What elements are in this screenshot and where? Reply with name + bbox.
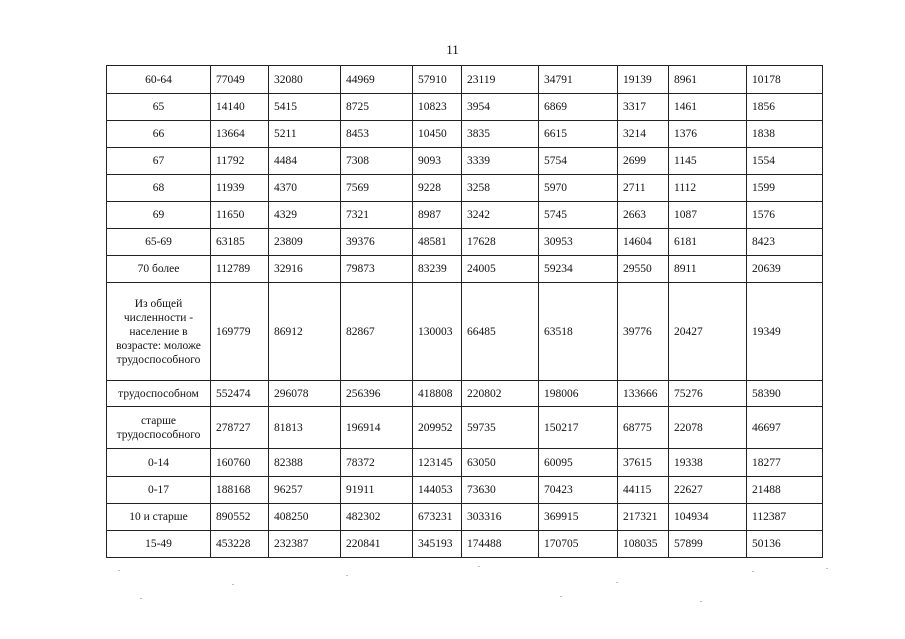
row-label: 0-17 <box>107 477 211 504</box>
table-cell: 68775 <box>618 407 669 449</box>
table-cell: 6181 <box>669 229 747 256</box>
table-cell: 23809 <box>269 229 341 256</box>
table-cell: 10823 <box>413 94 462 121</box>
table-cell: 14140 <box>211 94 269 121</box>
table-cell: 104934 <box>669 504 747 531</box>
table-cell: 32916 <box>269 256 341 283</box>
scan-speck <box>560 596 562 597</box>
table-cell: 7321 <box>341 202 413 229</box>
table-cell: 63185 <box>211 229 269 256</box>
scan-speck <box>478 566 480 567</box>
table-cell: 220841 <box>341 531 413 558</box>
table-row <box>107 148 823 175</box>
table-cell: 6615 <box>539 121 618 148</box>
table-cell: 11939 <box>211 175 269 202</box>
table-cell: 14604 <box>618 229 669 256</box>
table-row <box>107 407 823 449</box>
table-cell: 3954 <box>462 94 539 121</box>
table-cell: 5745 <box>539 202 618 229</box>
scan-speck <box>118 570 120 571</box>
table-cell: 11792 <box>211 148 269 175</box>
table-cell: 17628 <box>462 229 539 256</box>
table-cell: 169779 <box>211 283 269 381</box>
table-cell: 2663 <box>618 202 669 229</box>
table-cell: 91911 <box>341 477 413 504</box>
table-row <box>107 229 823 256</box>
table-cell: 1599 <box>747 175 823 202</box>
table-cell: 96257 <box>269 477 341 504</box>
table-cell: 217321 <box>618 504 669 531</box>
table-cell: 7569 <box>341 175 413 202</box>
table-cell: 4370 <box>269 175 341 202</box>
table-cell: 369915 <box>539 504 618 531</box>
table-cell: 2699 <box>618 148 669 175</box>
row-label: 0-14 <box>107 449 211 477</box>
table-cell: 1112 <box>669 175 747 202</box>
table-cell: 3835 <box>462 121 539 148</box>
table-cell: 82867 <box>341 283 413 381</box>
row-label: 69 <box>107 202 211 229</box>
table-cell: 198006 <box>539 381 618 407</box>
table-cell: 1838 <box>747 121 823 148</box>
table-cell: 1376 <box>669 121 747 148</box>
table-cell: 3214 <box>618 121 669 148</box>
table-cell: 77049 <box>211 66 269 94</box>
table-row <box>107 121 823 148</box>
table-row <box>107 66 823 94</box>
table-cell: 3242 <box>462 202 539 229</box>
table-row <box>107 202 823 229</box>
table-cell: 82388 <box>269 449 341 477</box>
population-table <box>106 65 823 558</box>
table-cell: 22627 <box>669 477 747 504</box>
table-cell: 29550 <box>618 256 669 283</box>
table-row <box>107 381 823 407</box>
row-label: 65 <box>107 94 211 121</box>
table-cell: 1554 <box>747 148 823 175</box>
table-cell: 60095 <box>539 449 618 477</box>
table-cell: 2711 <box>618 175 669 202</box>
table-cell: 256396 <box>341 381 413 407</box>
table-cell: 19349 <box>747 283 823 381</box>
table-cell: 5970 <box>539 175 618 202</box>
scan-speck <box>826 568 828 569</box>
table-cell: 5754 <box>539 148 618 175</box>
table-row <box>107 531 823 558</box>
table-cell: 8725 <box>341 94 413 121</box>
table-cell: 44969 <box>341 66 413 94</box>
table-cell: 418808 <box>413 381 462 407</box>
table-cell: 37615 <box>618 449 669 477</box>
row-label: трудоспособном <box>107 381 211 407</box>
table-cell: 232387 <box>269 531 341 558</box>
table-cell: 19338 <box>669 449 747 477</box>
scan-speck <box>140 598 142 599</box>
table-cell: 32080 <box>269 66 341 94</box>
table-cell: 209952 <box>413 407 462 449</box>
table-cell: 34791 <box>539 66 618 94</box>
table-cell: 303316 <box>462 504 539 531</box>
table-cell: 13664 <box>211 121 269 148</box>
table-cell: 20427 <box>669 283 747 381</box>
table-cell: 6869 <box>539 94 618 121</box>
table-cell: 1087 <box>669 202 747 229</box>
row-label: 70 более <box>107 256 211 283</box>
table-cell: 8423 <box>747 229 823 256</box>
scan-speck <box>616 582 618 583</box>
table-cell: 4484 <box>269 148 341 175</box>
table-cell: 79873 <box>341 256 413 283</box>
table-cell: 59234 <box>539 256 618 283</box>
table-row <box>107 175 823 202</box>
table-cell: 1145 <box>669 148 747 175</box>
table-cell: 78372 <box>341 449 413 477</box>
table-cell: 3258 <box>462 175 539 202</box>
table-cell: 673231 <box>413 504 462 531</box>
table-cell: 24005 <box>462 256 539 283</box>
table-cell: 10450 <box>413 121 462 148</box>
table-cell: 112387 <box>747 504 823 531</box>
table-cell: 9093 <box>413 148 462 175</box>
row-label: 67 <box>107 148 211 175</box>
table-cell: 39776 <box>618 283 669 381</box>
table-cell: 57910 <box>413 66 462 94</box>
table-cell: 46697 <box>747 407 823 449</box>
table-cell: 3317 <box>618 94 669 121</box>
table-cell: 133666 <box>618 381 669 407</box>
table-cell: 48581 <box>413 229 462 256</box>
table-cell: 130003 <box>413 283 462 381</box>
table-row <box>107 256 823 283</box>
table-cell: 296078 <box>269 381 341 407</box>
table-cell: 39376 <box>341 229 413 256</box>
table-cell: 482302 <box>341 504 413 531</box>
table-cell: 345193 <box>413 531 462 558</box>
table-row <box>107 94 823 121</box>
table-cell: 1576 <box>747 202 823 229</box>
table-cell: 1461 <box>669 94 747 121</box>
table-cell: 170705 <box>539 531 618 558</box>
scan-speck <box>232 584 234 585</box>
row-label: 65-69 <box>107 229 211 256</box>
table-cell: 58390 <box>747 381 823 407</box>
row-label: Из общей численности - население в возрасте: моложе трудоспособного <box>107 283 211 381</box>
table-cell: 19139 <box>618 66 669 94</box>
table-cell: 8911 <box>669 256 747 283</box>
row-label: 66 <box>107 121 211 148</box>
scan-speck <box>752 571 754 572</box>
table-cell: 83239 <box>413 256 462 283</box>
table-cell: 5415 <box>269 94 341 121</box>
row-label: старше трудоспособного <box>107 407 211 449</box>
table-cell: 9228 <box>413 175 462 202</box>
row-label: 60-64 <box>107 66 211 94</box>
table-cell: 123145 <box>413 449 462 477</box>
table-cell: 174488 <box>462 531 539 558</box>
table-cell: 81813 <box>269 407 341 449</box>
table-cell: 160760 <box>211 449 269 477</box>
table-cell: 3339 <box>462 148 539 175</box>
scan-speck <box>700 601 702 602</box>
table-cell: 4329 <box>269 202 341 229</box>
table-cell: 11650 <box>211 202 269 229</box>
table-cell: 196914 <box>341 407 413 449</box>
row-label: 68 <box>107 175 211 202</box>
table-cell: 144053 <box>413 477 462 504</box>
table-cell: 408250 <box>269 504 341 531</box>
table-cell: 552474 <box>211 381 269 407</box>
table-cell: 20639 <box>747 256 823 283</box>
table-cell: 59735 <box>462 407 539 449</box>
table-cell: 22078 <box>669 407 747 449</box>
table-cell: 108035 <box>618 531 669 558</box>
table-cell: 8453 <box>341 121 413 148</box>
table-cell: 86912 <box>269 283 341 381</box>
table-cell: 44115 <box>618 477 669 504</box>
table-cell: 73630 <box>462 477 539 504</box>
table-cell: 150217 <box>539 407 618 449</box>
table-row <box>107 283 823 381</box>
table-cell: 50136 <box>747 531 823 558</box>
table-cell: 23119 <box>462 66 539 94</box>
table-cell: 8987 <box>413 202 462 229</box>
table-cell: 75276 <box>669 381 747 407</box>
table-cell: 10178 <box>747 66 823 94</box>
table-row <box>107 449 823 477</box>
table-cell: 278727 <box>211 407 269 449</box>
table-cell: 63050 <box>462 449 539 477</box>
table-cell: 7308 <box>341 148 413 175</box>
table-cell: 21488 <box>747 477 823 504</box>
table-cell: 70423 <box>539 477 618 504</box>
table-cell: 112789 <box>211 256 269 283</box>
table-row <box>107 477 823 504</box>
table-cell: 57899 <box>669 531 747 558</box>
table-cell: 188168 <box>211 477 269 504</box>
table-row <box>107 504 823 531</box>
table-cell: 30953 <box>539 229 618 256</box>
table-cell: 18277 <box>747 449 823 477</box>
scan-speck <box>346 575 348 576</box>
row-label: 15-49 <box>107 531 211 558</box>
table-cell: 1856 <box>747 94 823 121</box>
page-number: 11 <box>446 42 459 57</box>
table-cell: 5211 <box>269 121 341 148</box>
table-cell: 890552 <box>211 504 269 531</box>
table-cell: 66485 <box>462 283 539 381</box>
table-cell: 220802 <box>462 381 539 407</box>
table-cell: 63518 <box>539 283 618 381</box>
table-cell: 453228 <box>211 531 269 558</box>
table-cell: 8961 <box>669 66 747 94</box>
row-label: 10 и старше <box>107 504 211 531</box>
